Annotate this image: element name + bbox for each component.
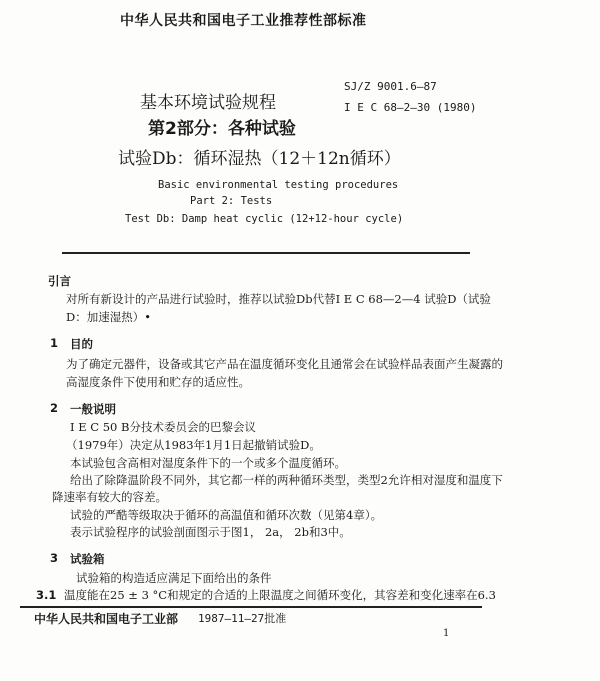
page-number: 1 [443,628,450,639]
section-3-number: 3 [50,551,59,565]
english-title-line-1: Basic environmental testing procedures [158,179,399,191]
section-3-1-number: 3.1 [36,588,57,602]
standard-number: SJ/Z 9001.6—87 [344,80,437,93]
section-2-line-3: 本试验包含高相对湿度条件下的一个或多个温度循环。 [70,456,346,470]
footer-approval-date: 1987—11—27批准 [198,612,287,625]
section-2-line-5: 降速率有较大的容差。 [52,490,167,504]
section-2-line-1: I E C 50 B分技术委员会的巴黎会议 [70,420,256,434]
english-title-line-3: Test Db: Damp heat cyclic (12+12-hour cycle) [125,213,404,225]
section-3-1-text: 温度能在25 ± 3 °C和规定的合适的上限温度之间循环变化，其容差和变化速率在6.3 [64,588,496,602]
section-1-line-2: 高湿度条件下使用和贮存的适应性。 [66,375,250,389]
header-divider [62,252,470,254]
section-1-line-1: 为了确定元器件，设备或其它产品在温度循环变化且通常会在试验样品表面产生凝露的 [66,357,503,371]
english-title-line-2: Part 2: Tests [190,195,273,207]
intro-heading: 引言 [48,274,71,288]
section-2-line-4: 给出了除降温阶段不同外，其它都一样的两种循环类型，类型2允许相对湿度和温度下 [70,473,503,487]
section-3-title: 试验箱 [70,552,105,566]
section-2-title: 一般说明 [70,402,116,416]
section-1-title: 目的 [70,337,93,351]
section-1-number: 1 [50,336,59,350]
chinese-title-line-2: 第2部分：各种试验 [148,119,296,139]
iec-reference: I E C 68—2—30 (1980) [344,101,477,114]
footer-divider [20,606,482,608]
top-title: 中华人民共和国电子工业推荐性部标准 [120,13,367,29]
section-2-line-6: 试验的严酷等级取决于循环的高温值和循环次数（见第4章）。 [70,508,383,522]
footer-organization: 中华人民共和国电子工业部 [34,612,179,626]
section-2-line-2: （1979年）决定从1983年1月1日起撤销试验D。 [66,438,321,452]
section-3-line-1: 试验箱的构造适应满足下面给出的条件 [76,571,272,585]
chinese-title-line-3: 试验Db：循环湿热（12＋12n循环） [118,149,401,169]
chinese-title-line-1: 基本环境试验规程 [140,93,276,113]
intro-line-2: D：加速湿热）• [66,310,152,324]
section-2-number: 2 [50,401,59,415]
section-2-line-7: 表示试验程序的试验剖面图示于图1， 2a， 2b和3中。 [70,525,351,539]
intro-line-1: 对所有新设计的产品进行试验时，推荐以试验Db代替I E C 68—2—4 试验D（试验 [66,292,491,306]
